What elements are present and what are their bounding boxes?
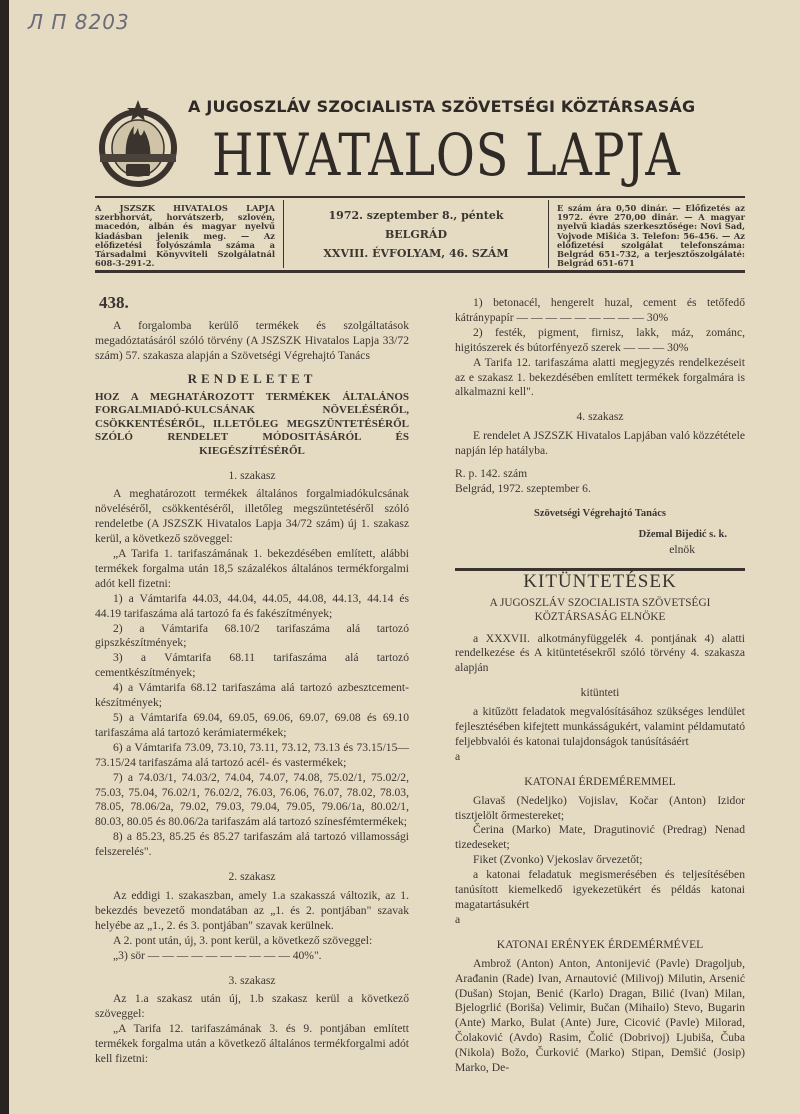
paragraph: R. p. 142. szám	[455, 467, 528, 481]
issuer-heading: A JUGOSZLÁV SZOCIALISTA SZÖVETSÉGI KÖZTÁRSASÁG ELNÖKE	[489, 596, 711, 623]
paragraph: a	[455, 749, 461, 763]
section-heading: kitünteti	[580, 686, 620, 700]
paragraph: 2) festék, pigment, firnisz, lakk, máz, zománc, higitószerek és bútorfényező szerek — — — 30%	[455, 325, 745, 354]
issue-date: 1972. szeptember 8., péntek	[328, 209, 504, 222]
publication-info: A JSZSZK HIVATALOS LAPJA szerbhorvát, horvátszerb, szlovén, macedón, albán és magyar nyelvű kiadásban jelenik meg. — Az előfizetési folyószámla száma a Társadalmi Könyvviteli Szolgálatnál 608-3-291-2.	[95, 200, 284, 268]
paragraph: Fiket (Zvonko) Vjekoslav őrvezetőt;	[473, 853, 643, 867]
left-column	[95, 293, 409, 1067]
paragraph: a XXXVII. alkotmányfüggelék 4. pontjának 4) alatti rendelkezése és A kitüntetésekről szóló törvény 4. szakasza alapján	[455, 631, 745, 675]
paragraph: 4) a Vámtarifa 68.12 tarifaszáma alá tartozó azbesztcement-készítmények;	[95, 681, 409, 710]
decree-title: RENDELETET	[187, 370, 317, 386]
paragraph: a	[455, 912, 461, 926]
issue-details	[284, 200, 549, 268]
paragraph: „A Tarifa 1. tarifaszámának 1. bekezdésében említett, alábbi termékek forgalma után 18,5 százalékos általános termékforgalmi adót kell fizetni:	[95, 547, 409, 590]
section-heading: 1. szakasz	[228, 468, 276, 482]
paragraph: 7) a 74.03/1, 74.03/2, 74.04, 74.07, 74.08, 75.02/1, 75.02/2, 75.03, 75.04, 76.02/1, 76.02/2, 76.03, 76.06, 76.07, 78.02, 78.03, 78.05, 78.06/2a, 79.02, 79.03, 79.04, 79.05, 79.06/1a, 80.02/1, 80.03, 80.05 és 80.06/2a tarifaszám alá tartozó színesfémtermékek;	[95, 770, 409, 829]
paragraph: Belgrád, 1972. szeptember 6.	[455, 481, 591, 495]
signatory-name: Džemal Bijedić s. k.	[638, 528, 727, 540]
paragraph: A Tarifa 12. tarifaszáma alatti megjegyzés rendelkezéseit az e szakasz 1. bekezdésében említett termékek forgalmára is alkalmazni kell".	[455, 355, 745, 399]
paragraph: Az 1.a szakasz után új, 1.b szakasz kerül a következő szöveggel:	[95, 992, 409, 1021]
paragraph: 5) a Vámtarifa 69.04, 69.05, 69.06, 69.07, 69.08 és 69.10 tarifaszáma alá tartozó kerámiatermékek;	[95, 711, 409, 739]
subscription-info: E szám ára 0,50 dinár. — Előfizetés az 1972. évre 270,00 dinár. — A magyar nyelvű kiadás szerkesztősége: Novi Sad, Vojvode Mišića 3. Telefon: 56-456. — Az előfizetési szolgálat telefonszáma: Belgrád 651-732, a terjesztőszolgálaté: Belgrád 651-671	[557, 203, 745, 269]
section-heading: 2. szakasz	[228, 870, 276, 884]
issue-place: BELGRÁD	[384, 228, 448, 241]
signatory-body: Szövetségi Végrehajtó Tanács	[533, 507, 667, 519]
signatory-title: elnök	[669, 542, 695, 556]
issue-info-bar	[95, 200, 745, 268]
paragraph: „3) sör — — — — — — — — — — 40%".	[113, 948, 322, 962]
paragraph: A meghatározott termékek általános forgalmiadókulcsának növeléséről, csökkentéséről, illetőleg megszüntetéséről szóló rendeletbe (A JSZSZK Hivatalos Lapja 34/72 szám) új 1. szakasz kerül, a következő szöveggel:	[95, 487, 409, 546]
section-heading: KATONAI ERÉNYEK ÉRDEMÉRMÉVEL	[496, 937, 704, 951]
section-heading: 3. szakasz	[228, 973, 276, 987]
paragraph: A forgalomba kerülő termékek és szolgáltatások megadóztatásáról szóló törvény (A JSZSZK Hivatalos Lapja 33/72 szám) 57. szakasza alapján a Szövetségi Végrehajtó Tanács	[95, 318, 409, 362]
paragraph: Ambrož (Anton) Anton, Antonijević (Pavle) Dragoljub, Arađanin (Rade) Ivan, Arnautović (Milivoj) Milutin, Arsenić (Dušan) Stojan, Benić (Karlo) Dragan, Bilić (Ivan) Milan, Bjelogrlić (Boriša) Velimir, Bučan (Mihailo) Stevo, Bugarin (Ante) Marko, Bulat (Ante) Jure, Cicović (Pavle) Milorad, Čolaković (Avdo) Rasim, Čolić (Dobrivoj) Ljubiša, Čuba (Nikola) Božo, Čurković (Marko) Stipan, Demšić (Josip) Marko, De-	[455, 956, 745, 1075]
coat-of-arms-emblem	[96, 98, 180, 190]
paragraph: 8) a 85.23, 85.25 és 85.27 tarifaszám alá tartozó villamossági felszerelés".	[95, 830, 409, 859]
paragraph: Az eddigi 1. szakaszban, amely 1.a szakasszá változik, az 1. bekezdés bevezető mondatában az „1. és 2. pontjában" szavak helyébe az „1., 2. és 3. pontjában" szavak kerülnek.	[95, 888, 409, 932]
paragraph: A 2. pont után, új, 3. pont kerül, a következő szöveggel:	[113, 933, 373, 947]
paragraph: „A Tarifa 12. tarifaszámának 3. és 9. pontjában említett termékek forgalma után a következő általános termékforgalmi adót kell fizetni:	[95, 1022, 409, 1066]
issue-number: XXVIII. ÉVFOLYAM, 46. SZÁM	[323, 247, 509, 260]
paragraph: Čerina (Marko) Mate, Dragutinović (Predrag) Nenad tizedeseket;	[455, 823, 745, 852]
paragraph: a katonai feladatuk megismerésében és teljesítésében tanúsított kiemelkedő igyekezetükért és példás katonai magatartásukért	[455, 868, 745, 911]
paragraph: a kitűzött feladatok megvalósításához szükséges lendület fejlesztésében kifejtett munkásságukért, valamint példamutató feljebbvalói és katonai tulajdonságok tanúsításáért	[455, 705, 745, 748]
paragraph: E rendelet A JSZSZK Hivatalos Lapjában való közzététele napján lép hatályba.	[455, 429, 745, 458]
masthead-republic: A JUGOSZLÁV SZOCIALISTA SZÖVETSÉGI KÖZTÁRSASÁG	[188, 97, 696, 116]
section-heading: 4. szakasz	[576, 410, 624, 424]
section-title: KITÜNTETÉSEK	[523, 570, 677, 592]
spacer	[455, 459, 745, 467]
paragraph: 6) a Vámtarifa 73.09, 73.10, 73.11, 73.12, 73.13 és 73.15/15—73.15/24 tarifaszáma alá tartozó acél- és vastermékek;	[95, 740, 409, 769]
divider	[95, 196, 745, 198]
divider	[95, 270, 745, 273]
paragraph: 2) a Vámtarifa 68.10/2 tarifaszáma alá tartozó gipszkészítmények;	[95, 621, 409, 650]
paragraph: 1) a Vámtarifa 44.03, 44.04, 44.05, 44.08, 44.13, 44.14 és 44.19 tarifaszáma alá tartozó fa és fakészítmények;	[95, 591, 409, 620]
binding-edge	[0, 0, 9, 1114]
section-heading: KATONAI ÉRDEMÉREMMEL	[524, 774, 676, 788]
paragraph: 3) a Vámtarifa 68.11 tarifaszáma alá tartozó cementkészítmények;	[95, 651, 409, 680]
paragraph: Glavaš (Nedeljko) Vojislav, Kočar (Anton) Izidor tisztjelölt őrmestereket;	[455, 793, 745, 822]
decree-subject-heading: HOZ A MEGHATÁROZOTT TERMÉKEK ÁLTALÁNOS FORGALMIADÓ-KULCSÁNAK NÖVELÉSÉRŐL, CSÖKKENTÉSÉRŐL, ILLETŐLEG MEGSZÜNTETÉSÉRŐL SZÓLÓ RENDELET MÓDOSITÁSÁRÓL ÉS KIEGÉSZÍTÉSÉRŐL	[95, 390, 409, 457]
paragraph: 1) betonacél, hengerelt huzal, cement és tetőfedő kátránypapír — — — — — — — — — 30%	[455, 296, 745, 324]
masthead-title: HIVATALOS LAPJA	[212, 121, 681, 189]
right-column	[455, 296, 745, 1076]
decree-number: 438.	[99, 293, 129, 312]
handwritten-shelfmark: Л П 8203	[28, 10, 130, 34]
